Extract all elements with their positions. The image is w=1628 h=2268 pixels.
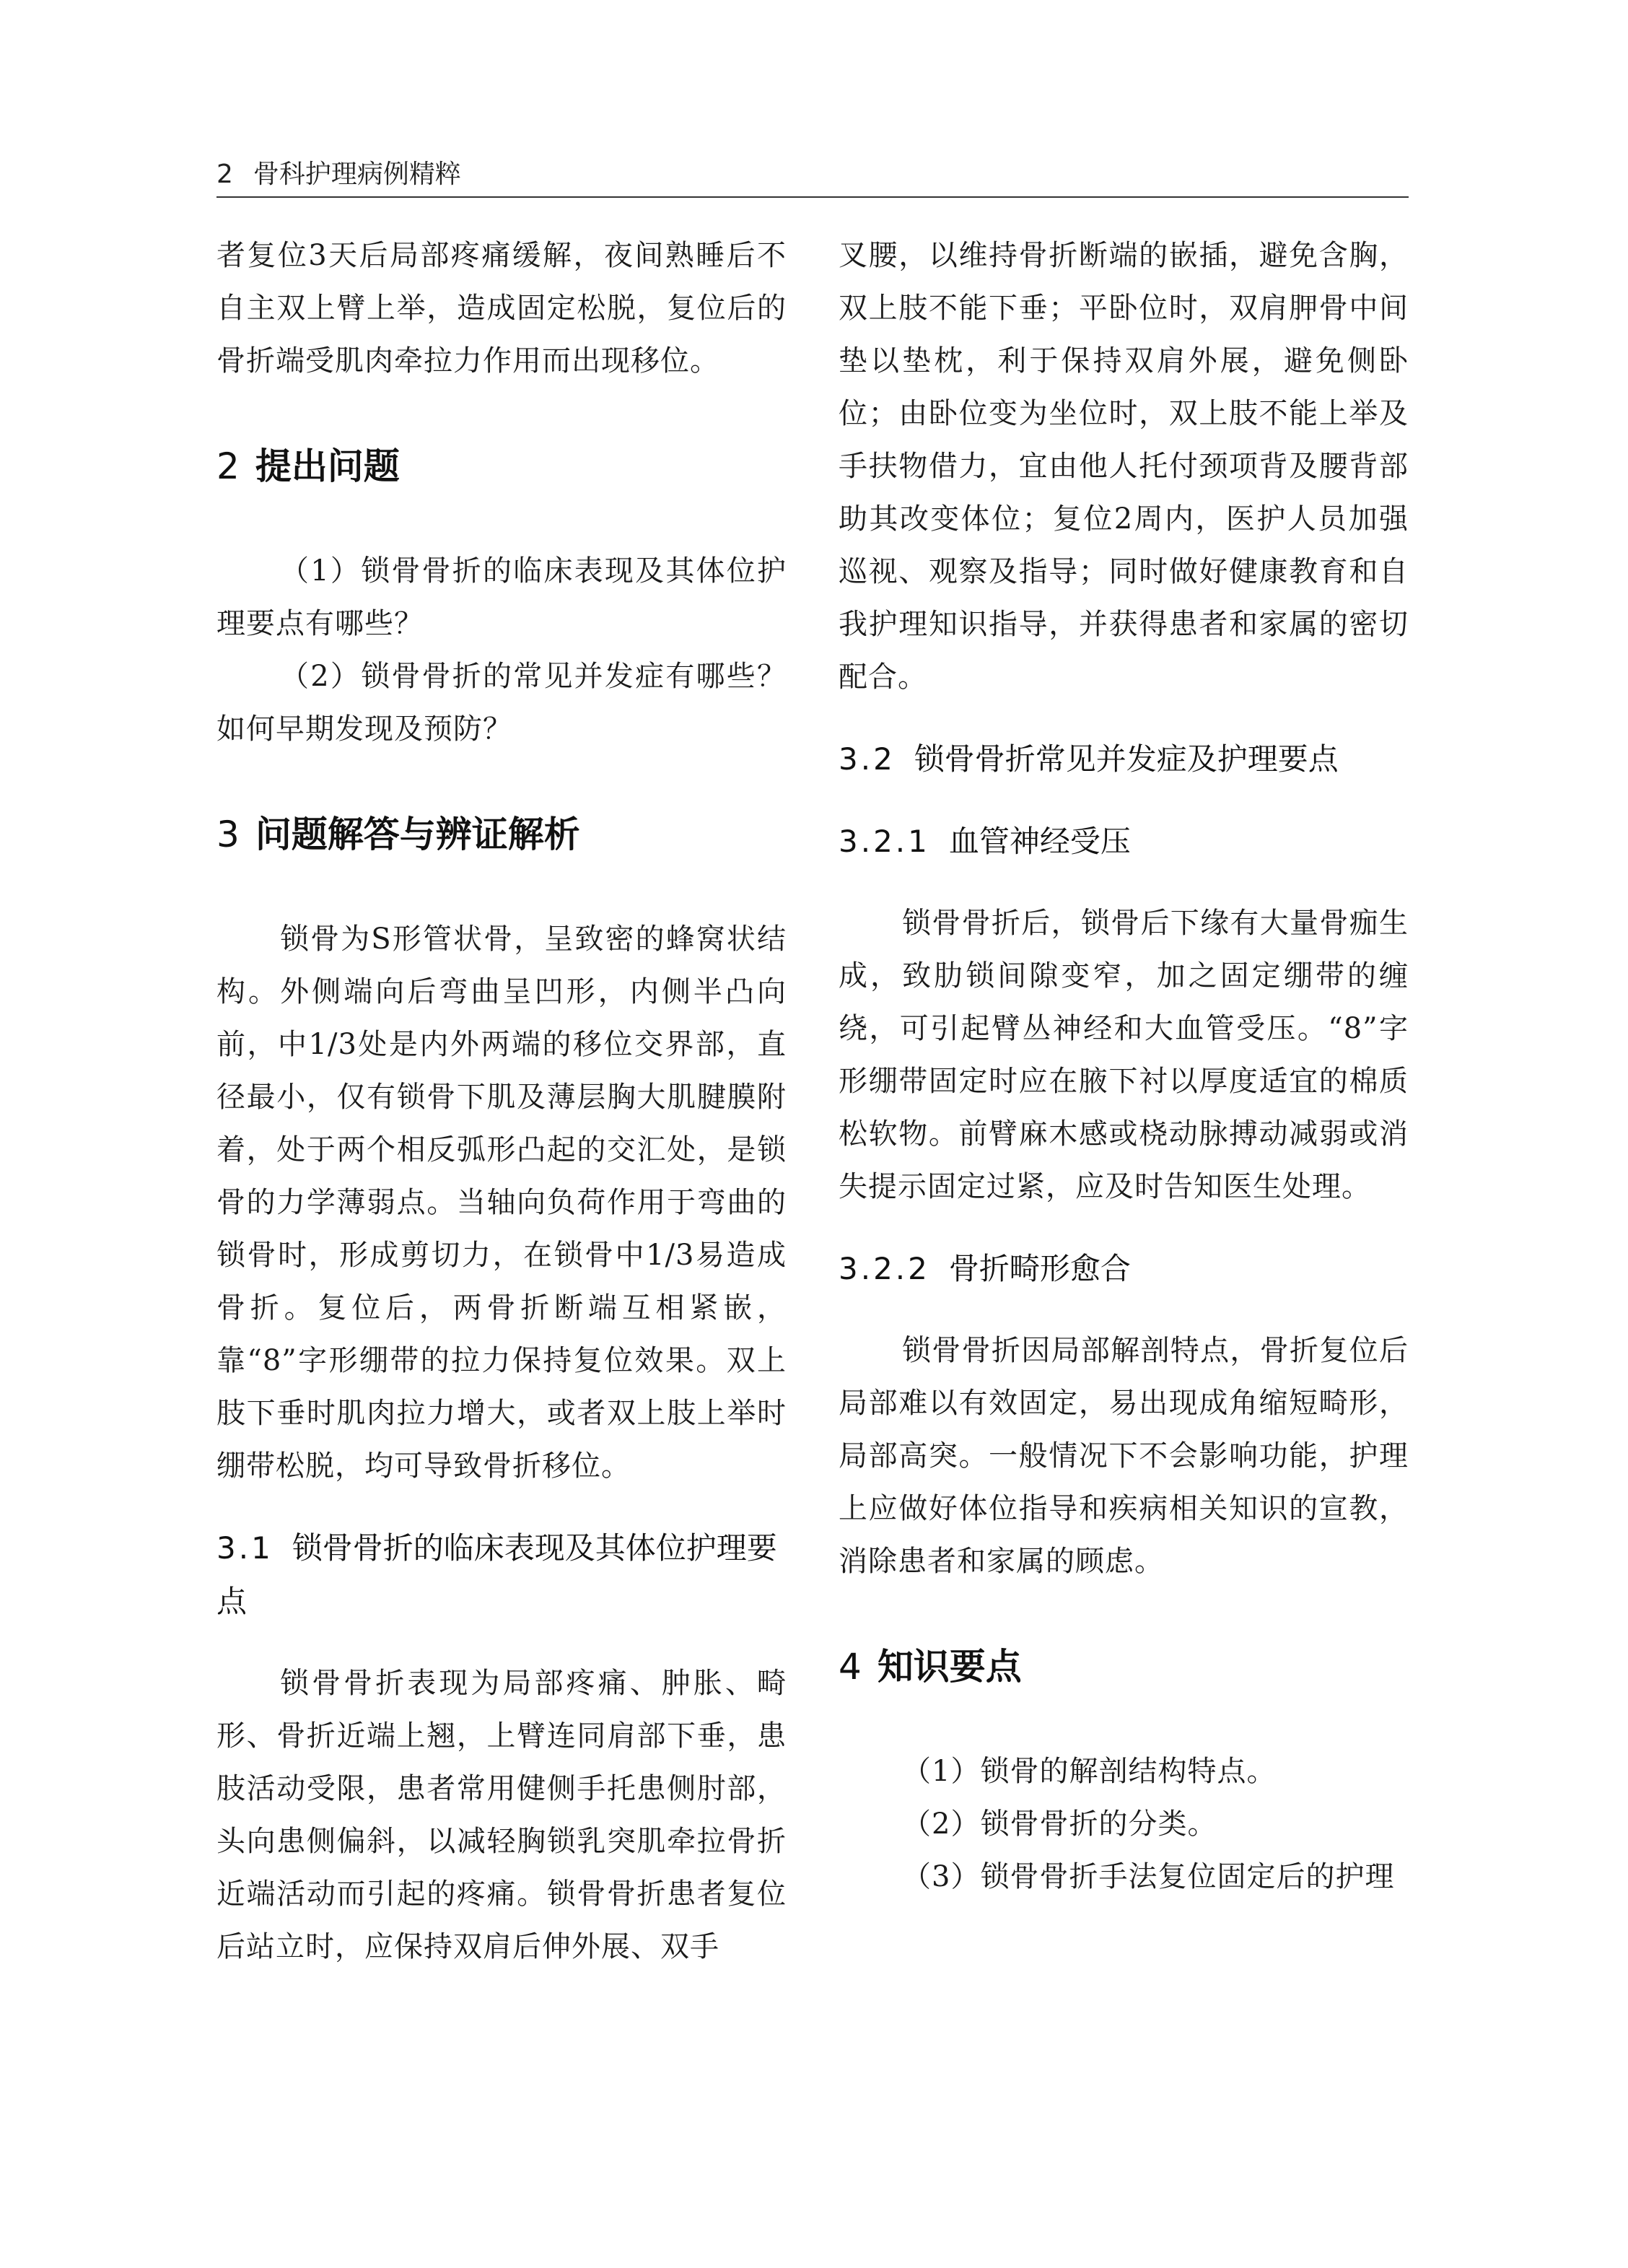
section-title: 提出问题 (255, 445, 400, 487)
section-3-1-heading (216, 1522, 787, 1628)
page-number: 2 (216, 160, 233, 189)
section-3-2-2-heading (839, 1242, 1409, 1296)
section-3-2-1-heading (839, 815, 1409, 868)
continued-paragraph: 叉腰，以维持骨折断端的嵌插，避免含胸，双上肢不能下垂；平卧位时，双肩胛骨中间垫以垫枕，利于保持双肩外展，避免侧卧位；由卧位变为坐位时，双上肢不能上举及手扶物借力，宜由他人托付颈项背及腰背部助其改变体位；复位2周内，医护人员加强巡视、观察及指导；同时做好健康教育和自我护理知识指导，并获得患者和家属的密切配合。 (839, 239, 1409, 694)
section-number: 4 (839, 1646, 862, 1688)
knowledge-point-2: （2）锁骨骨折的分类。 (902, 1807, 1217, 1841)
running-header (216, 153, 1409, 198)
section-3-heading (216, 802, 787, 867)
section-4-heading (839, 1634, 1409, 1699)
section-title: 锁骨骨折的临床表现及其体位护理要点 (216, 1530, 777, 1619)
right-column (839, 230, 1409, 1903)
section-3-2-2-paragraph: 锁骨骨折因局部解剖特点，骨折复位后局部难以有效固定，易出现成角缩短畸形，局部高突。一般情况下不会影响功能，护理上应做好体位指导和疾病相关知识的宣教，消除患者和家属的顾虑。 (839, 1334, 1409, 1578)
section-title: 骨折畸形愈合 (948, 1251, 1131, 1286)
section-number: 3 (216, 814, 240, 855)
book-title: 骨科护理病例精粹 (253, 160, 461, 189)
section-title: 问题解答与辨证解析 (255, 814, 580, 855)
knowledge-point-3: （3）锁骨骨折手法复位固定后的护理 (902, 1860, 1395, 1893)
section-2-heading (216, 434, 787, 499)
section-3-2-1-paragraph: 锁骨骨折后，锁骨后下缘有大量骨痂生成，致肋锁间隙变窄，加之固定绷带的缠绕，可引起臂丛神经和大血管受压。“8”字形绷带固定时应在腋下衬以厚度适宜的棉质松软物。前臂麻木感或桡动脉搏动减弱或消失提示固定过紧，应及时告知医生处理。 (839, 907, 1409, 1203)
section-number: 3.2 (839, 741, 896, 777)
section-3-2-heading (839, 733, 1409, 786)
section-3-1-paragraph: 锁骨骨折表现为局部疼痛、肿胀、畸形、骨折近端上翘，上臂连同肩部下垂，患肢活动受限，患者常用健侧手托患侧肘部，头向患侧偏斜，以减轻胸锁乳突肌牵拉骨折近端活动而引起的疼痛。锁骨骨折患者复位后站立时，应保持双肩后伸外展、双手 (216, 1667, 787, 1963)
knowledge-point-1: （1）锁骨的解剖结构特点。 (902, 1755, 1277, 1788)
section-number: 3.1 (216, 1530, 273, 1566)
section-number: 3.2.2 (839, 1251, 930, 1286)
section-title: 血管神经受压 (948, 824, 1131, 859)
left-column (216, 230, 787, 1973)
question-2: （2）锁骨骨折的常见并发症有哪些？如何早期发现及预防？ (216, 660, 787, 746)
section-title: 锁骨骨折常见并发症及护理要点 (914, 741, 1339, 777)
section-number: 3.2.1 (839, 824, 930, 859)
question-1: （1）锁骨骨折的临床表现及其体位护理要点有哪些？ (216, 554, 787, 640)
section-3-paragraph: 锁骨为S形管状骨，呈致密的蜂窝状结构。外侧端向后弯曲呈凹形，内侧半凸向前，中1/3处是内外两端的移位交界部，直径最小，仅有锁骨下肌及薄层胸大肌腱膜附着，处于两个相反弧形凸起的交汇处，是锁骨的力学薄弱点。当轴向负荷作用于弯曲的锁骨时，形成剪切力，在锁骨中1/3易造成骨折。复位后，两骨折断端互相紧嵌，靠“8”字形绷带的拉力保持复位效果。双上肢下垂时肌肉拉力增大，或者双上肢上举时绷带松脱，均可导致骨折移位。 (216, 923, 787, 1483)
section-title: 知识要点 (877, 1646, 1022, 1688)
intro-paragraph: 者复位3天后局部疼痛缓解，夜间熟睡后不自主双上臂上举，造成固定松脱，复位后的骨折端受肌肉牵拉力作用而出现移位。 (216, 239, 787, 378)
section-number: 2 (216, 445, 240, 487)
